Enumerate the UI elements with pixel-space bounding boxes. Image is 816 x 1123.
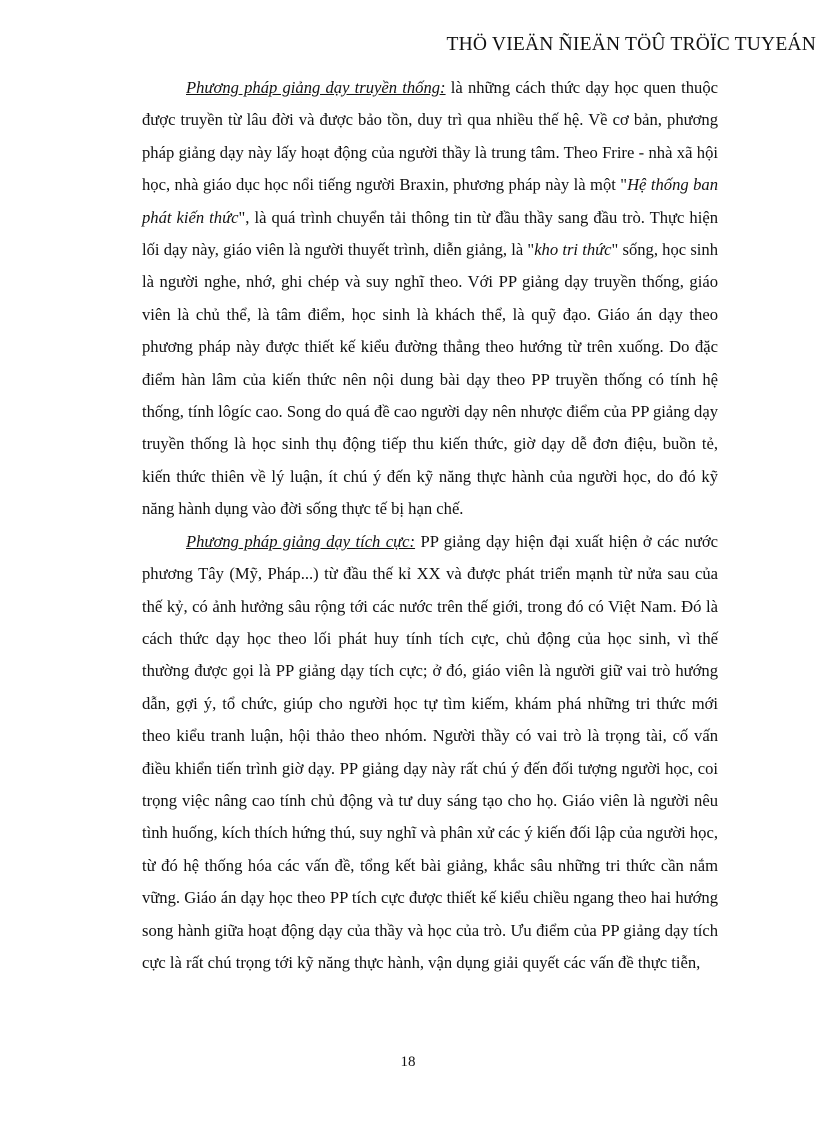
italic-phrase: kho tri thức	[534, 240, 612, 260]
italic-phrase: Hệ thống ban phát kiến thức	[142, 175, 718, 227]
page-number: 18	[400, 1054, 416, 1070]
traditional-method-heading: Phương pháp giảng dạy truyền thống:	[186, 78, 446, 97]
active-method-heading: Phương pháp giảng dạy tích cực:	[186, 531, 416, 551]
paragraph-traditional-method	[142, 72, 718, 526]
paragraph-text: PP giảng dạy hiện đại xuất hiện ở các nước phương Tây (Mỹ, Pháp...) từ đầu thế kỉ XX và được phát triển mạnh từ nửa sau của thế kỷ, có ảnh hưởng sâu rộng tới các nước trên thế giới, trong đó có Việt Nam. Đó là cách thức dạy học theo lối phát huy tính tích cực, chủ động của học sinh, vì thế thường được gọi là PP giảng dạy tích cực; ở đó, giáo viên là người giữ vai trò hướng dẫn, gợi ý, tổ chức, giúp cho người học tự tìm kiếm, khám phá những tri thức mới theo kiểu tranh luận, hội thảo theo nhóm. Người thầy có vai trò là trọng tài, cố vấn điều khiển tiến trình giờ dạy. PP giảng dạy này rất chú ý đến đối tượng người học, coi trọng việc nâng cao tính chủ động và tư duy sáng tạo cho họ. Giáo viên là người nêu tình huống, kích thích hứng thú, suy nghĩ và phân xử các ý kiến đối lập của người học, từ đó hệ thống hóa các vấn đề, tổng kết bài giảng, khắc sâu những tri thức cần nắm vững. Giáo án dạy học theo PP tích cực được thiết kế kiểu chiều ngang theo hai hướng song hành giữa hoạt động dạy của thầy và học của trò. Ưu điểm của PP giảng dạy tích cực là rất chú trọng tới kỹ năng thực hành, vận dụng giải quyết các vấn đề thực tiễn,	[142, 531, 718, 972]
paragraph-text: " sống, học sinh là người nghe, nhớ, ghi chép và suy nghĩ theo. Với PP giảng dạy truyền thống, giáo viên là chủ thể, là tâm điểm, học sinh là khách thể, là quỹ đạo. Giáo án dạy theo phương pháp này được thiết kế kiểu đường thẳng theo hướng từ trên xuống. Do đặc điểm hàn lâm của kiến thức nên nội dung bài dạy theo PP truyền thống có tính hệ thống, tính lôgíc cao. Song do quá đề cao người dạy nên nhược điểm của PP giảng dạy truyền thống là học sinh thụ động tiếp thu kiến thức, giờ dạy dễ đơn điệu, buồn tẻ, kiến thức thiên về lý luận, ít chú ý đến kỹ năng thực hành của người học, do đó kỹ năng hành dụng vào đời sống thực tế bị hạn chế.	[142, 240, 718, 519]
running-header: THÖ VIEÄN ÑIEÄN TÖÛ TRÖÏC TUYEÁN	[446, 34, 816, 55]
paragraph-active-method	[142, 526, 718, 980]
paragraph-text: là những cách thức dạy học quen thuộc được truyền từ lâu đời và được bảo tồn, duy trì qua nhiều thế hệ. Về cơ bản, phương pháp giảng dạy này lấy hoạt động của người thầy là trung tâm. Theo Frire - nhà xã hội học, nhà giáo dục học nổi tiếng người Braxin, phương pháp này là một "	[142, 78, 718, 195]
document-body	[142, 72, 718, 979]
paragraph-text: ", là quá trình chuyển tải thông tin từ đầu thầy sang đầu trò. Thực hiện lối dạy này, giáo viên là người thuyết trình, diễn giảng, là "	[142, 207, 718, 260]
